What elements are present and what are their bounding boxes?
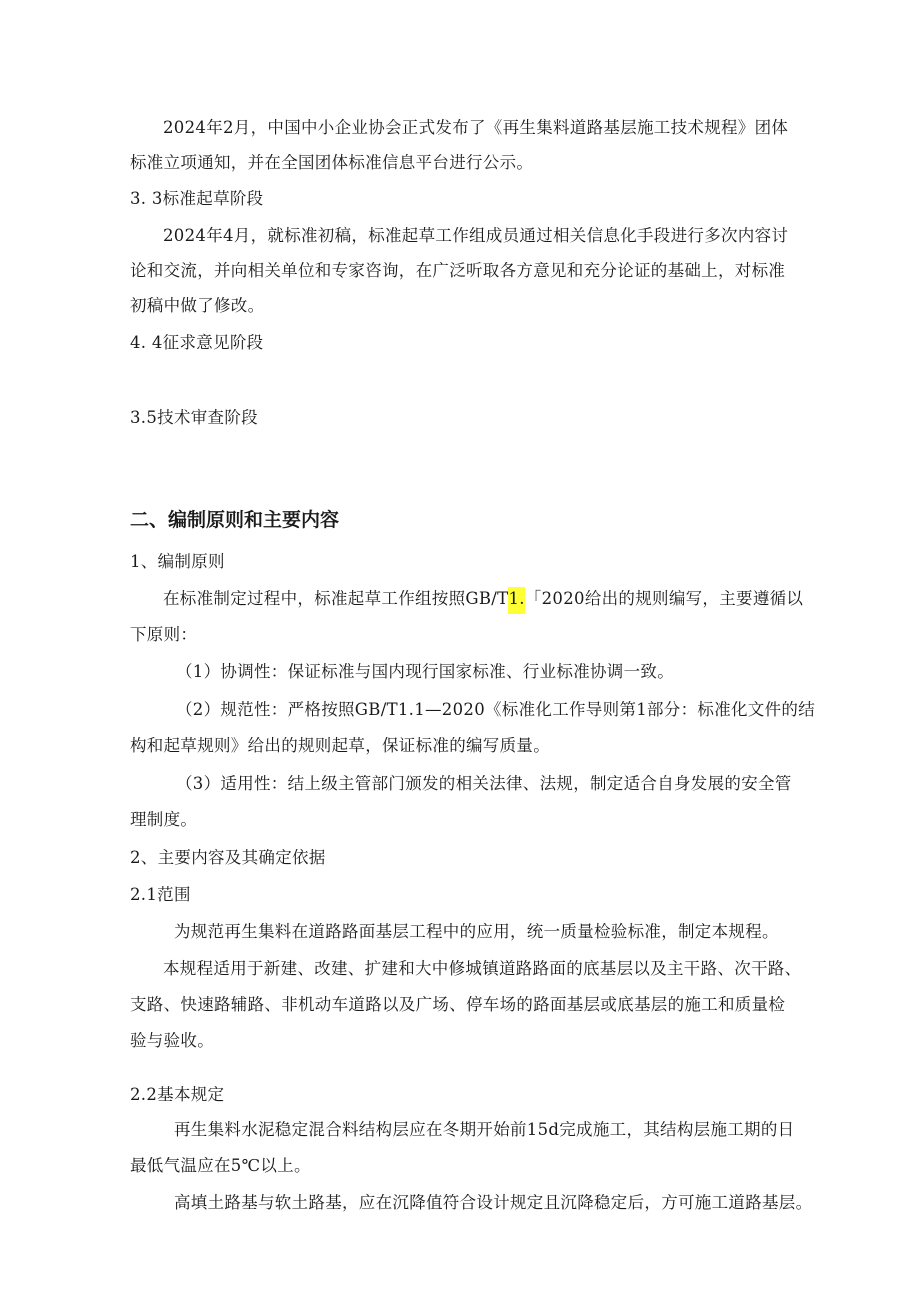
paragraph-line: 论和交流，并向相关单位和专家咨询，在广泛听取各方意见和充分论证的基础上，对标准 <box>130 261 786 280</box>
text-span: 「2020给出的规则编写，主要遵循以 <box>524 589 804 608</box>
paragraph-line: 再生集料水泥稳定混合料结构层应在冬期开始前15d完成施工，其结构层施工期的日 <box>174 1120 795 1139</box>
text-span: 在标准制定过程中，标准起草工作组按照GB/T <box>163 589 509 608</box>
section-heading-2-2: 2.2基本规定 <box>130 1085 225 1104</box>
paragraph-line: 高填土路基与软土路基，应在沉降值符合设计规定且沉降稳定后，方可施工道路基层。 <box>174 1193 813 1212</box>
paragraph-line <box>163 587 803 611</box>
paragraph-line: 下原则： <box>130 625 198 644</box>
subheading-principles: 1、编制原则 <box>130 552 225 571</box>
principle-item-2: （2）规范性：严格按照GB/T1.1—2020《标准化工作导则第1部分：标准化文件的结 <box>176 700 815 719</box>
principle-item-3: （3）适用性：结上级主管部门颁发的相关法律、法规，制定适合自身发展的安全管 <box>176 774 792 793</box>
paragraph-line: 为规范再生集料在道路路面基层工程中的应用，统一质量检验标准，制定本规程。 <box>174 922 779 941</box>
paragraph-line: 初稿中做了修改。 <box>130 296 265 315</box>
highlighted-text: 1. <box>508 587 524 614</box>
principle-item-2-cont: 构和起草规则》给出的规则起草，保证标准的编写质量。 <box>130 736 550 755</box>
paragraph-line: 2024年2月，中国中小企业协会正式发布了《再生集料道路基层施工技术规程》团体 <box>163 118 789 137</box>
section-heading-3-5: 3.5技术审查阶段 <box>130 408 258 427</box>
principle-item-3-cont: 理制度。 <box>130 810 198 829</box>
paragraph-line: 标准立项通知，并在全国团体标准信息平台进行公示。 <box>130 153 534 172</box>
paragraph-line: 支路、快速路辅路、非机动车道路以及广场、停车场的路面基层或底基层的施工和质量检 <box>130 995 786 1014</box>
principle-item-1: （1）协调性：保证标准与国内现行国家标准、行业标准协调一致。 <box>176 662 674 681</box>
chapter-heading: 二、编制原则和主要内容 <box>130 509 340 531</box>
paragraph-line: 2024年4月，就标准初稿，标准起草工作组成员通过相关信息化手段进行多次内容讨 <box>163 226 789 245</box>
paragraph-line: 最低气温应在5℃以上。 <box>130 1156 311 1175</box>
subheading-main-content: 2、主要内容及其确定依据 <box>130 848 326 867</box>
paragraph-line: 验与验收。 <box>130 1031 214 1050</box>
section-heading-3-3: 3. 3标准起草阶段 <box>130 189 264 208</box>
section-heading-4-4: 4. 4征求意见阶段 <box>130 333 264 352</box>
section-heading-2-1: 2.1范围 <box>130 885 191 904</box>
paragraph-line: 本规程适用于新建、改建、扩建和大中修城镇道路路面的底基层以及主干路、次干路、 <box>163 959 802 978</box>
